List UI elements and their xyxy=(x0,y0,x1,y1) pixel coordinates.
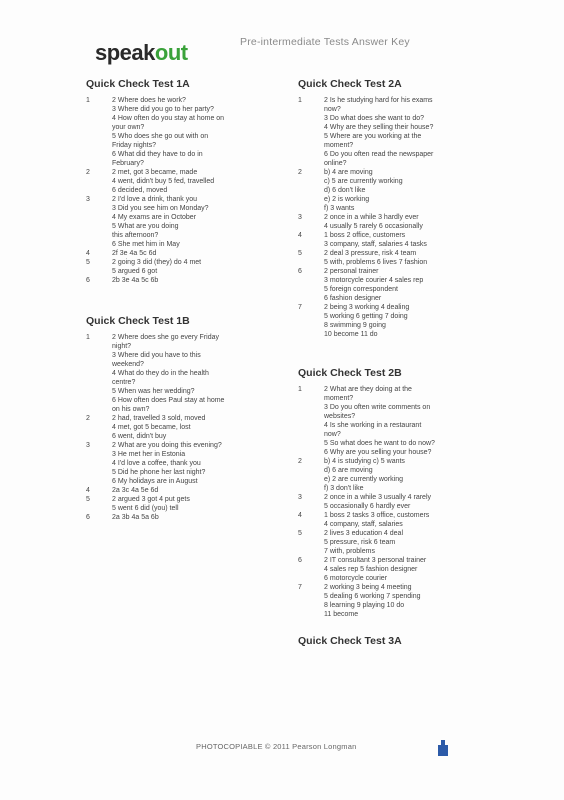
answer-line: e) 2 are currently working xyxy=(324,476,403,483)
exercise-number: 5 xyxy=(86,496,90,503)
answer-line: 3 He met her in Estonia xyxy=(112,451,186,458)
answer-line: 2 IT consultant 3 personal trainer xyxy=(324,557,427,564)
answer-line: 2 I'd love a drink, thank you xyxy=(112,196,197,203)
answer-line: 6 My holidays are in August xyxy=(112,478,198,485)
answer-line: 4 met, got 5 became, lost xyxy=(112,424,191,431)
exercise-number: 3 xyxy=(86,442,90,449)
answer-line: 11 become xyxy=(324,611,359,618)
answer-line: 5 argued 6 got xyxy=(112,268,158,275)
exercise-number: 4 xyxy=(298,512,302,519)
answer-line: b) 4 is studying c) 5 wants xyxy=(324,458,405,465)
exercise-number: 6 xyxy=(86,277,90,284)
exercise-answers xyxy=(86,333,286,414)
answer-line: 6 went, didn't buy xyxy=(112,433,167,440)
answer-line: 2 What are you doing this evening? xyxy=(112,442,222,449)
answer-line: 5 occasionally 6 hardly ever xyxy=(324,503,411,510)
answer-line: 4 usually 5 rarely 6 occasionally xyxy=(324,223,423,230)
answer-line: 2f 3e 4a 5c 6d xyxy=(112,250,157,257)
exercise-answers xyxy=(298,583,498,619)
answer-line: 2 Where does he work? xyxy=(112,97,186,104)
logo-accent: out xyxy=(154,40,188,65)
answer-line: night? xyxy=(112,343,132,350)
answer-line: 5 Where are you working at the xyxy=(324,133,422,140)
answer-line: 6 motorcycle courier xyxy=(324,575,388,582)
exercise-number: 4 xyxy=(86,250,90,257)
answer-line: 5 foreign correspondent xyxy=(324,286,398,293)
answer-line: 2 being 3 working 4 dealing xyxy=(324,304,410,311)
answer-line: now? xyxy=(324,106,341,113)
answer-line: 6 What did they have to do in xyxy=(112,151,203,158)
answer-line: 4 Is she working in a restaurant xyxy=(324,422,422,429)
answer-line: 6 How often does Paul stay at home xyxy=(112,397,225,404)
pearson-logo-icon xyxy=(437,740,449,756)
left-column xyxy=(86,78,286,522)
answer-line: 4 What do they do in the health xyxy=(112,370,209,377)
answer-line: f) 3 wants xyxy=(324,205,355,212)
answer-line: 2 going 3 did (they) do 4 met xyxy=(112,259,202,266)
answer-line: e) 2 is working xyxy=(324,196,370,203)
exercise-answers xyxy=(86,249,286,258)
answer-line: moment? xyxy=(324,395,354,402)
answer-line: 7 with, problems xyxy=(324,548,375,555)
exercise-number: 2 xyxy=(298,169,302,176)
section-title: Quick Check Test 1B xyxy=(86,315,190,327)
exercise-number: 6 xyxy=(298,268,302,275)
test-section xyxy=(86,315,286,522)
answer-line: 5 working 6 getting 7 doing xyxy=(324,313,408,320)
answer-line: 6 decided, moved xyxy=(112,187,168,194)
exercise-number: 3 xyxy=(298,494,302,501)
answer-line: 5 Did he phone her last night? xyxy=(112,469,206,476)
answer-line: 4 company, staff, salaries xyxy=(324,521,403,528)
answer-line: 3 Do you often write comments on xyxy=(324,404,431,411)
exercise-number: 1 xyxy=(86,97,90,104)
exercise-answers xyxy=(298,556,498,583)
exercise-number: 2 xyxy=(86,415,90,422)
exercise-answers xyxy=(86,258,286,276)
answer-line: 3 Where did you go to her party? xyxy=(112,106,214,113)
answer-line: 6 fashion designer xyxy=(324,295,382,302)
answer-line: 2a 3c 4a 5e 6d xyxy=(112,487,159,494)
answer-line: 2 deal 3 pressure, risk 4 team xyxy=(324,250,417,257)
exercise-answers xyxy=(298,385,498,457)
exercise-number: 6 xyxy=(298,557,302,564)
answer-line: 4 sales rep 5 fashion designer xyxy=(324,566,418,573)
answer-line: 4 I'd love a coffee, thank you xyxy=(112,460,201,467)
answer-line: 8 learning 9 playing 10 do xyxy=(324,602,405,609)
exercise-number: 2 xyxy=(86,169,90,176)
answer-line: 5 went 6 did (you) tell xyxy=(112,505,179,512)
section-title: Quick Check Test 1A xyxy=(86,78,190,90)
answer-line: this afternoon? xyxy=(112,232,159,239)
answer-line: 2 Where does she go every Friday xyxy=(112,334,219,341)
answer-line: f) 3 don't like xyxy=(324,485,364,492)
exercise-answers xyxy=(298,213,498,231)
page-title: Pre-intermediate Tests Answer Key xyxy=(240,36,410,48)
exercise-answers xyxy=(298,168,498,213)
answer-line: Friday nights? xyxy=(112,142,156,149)
exercise-answers xyxy=(86,513,286,522)
exercise-answers xyxy=(298,511,498,529)
exercise-answers xyxy=(298,493,498,511)
logo-main: speak xyxy=(95,40,155,65)
answer-line: 5 pressure, risk 6 team xyxy=(324,539,396,546)
answer-line: 3 company, staff, salaries 4 tasks xyxy=(324,241,427,248)
answer-line: 5 Who does she go out with on xyxy=(112,133,209,140)
answer-line: 8 swimming 9 going xyxy=(324,322,386,329)
answer-line: 5 So what does he want to do now? xyxy=(324,440,435,447)
answer-line: d) 6 are moving xyxy=(324,467,373,474)
exercise-answers xyxy=(86,96,286,168)
exercise-number: 2 xyxy=(298,458,302,465)
answer-line: 1 boss 2 tasks 3 office, customers xyxy=(324,512,430,519)
answer-line: 4 Why are they selling their house? xyxy=(324,124,434,131)
section-title: Quick Check Test 2A xyxy=(298,78,402,90)
answer-line: 2 personal trainer xyxy=(324,268,379,275)
exercise-number: 4 xyxy=(298,232,302,239)
answer-line: February? xyxy=(112,160,144,167)
answer-line: d) 6 don't like xyxy=(324,187,366,194)
answer-line: websites? xyxy=(324,413,356,420)
exercise-number: 5 xyxy=(298,530,302,537)
answer-line: 2 working 3 being 4 meeting xyxy=(324,584,412,591)
answer-line: 5 What are you doing xyxy=(112,223,179,230)
exercise-number: 1 xyxy=(298,386,302,393)
exercise-answers xyxy=(298,249,498,267)
exercise-answers xyxy=(298,529,498,556)
answer-line: b) 4 are moving xyxy=(324,169,373,176)
exercise-answers xyxy=(86,441,286,486)
exercise-number: 4 xyxy=(86,487,90,494)
right-column xyxy=(298,78,498,653)
answer-line: 2 once in a while 3 usually 4 rarely xyxy=(324,494,432,501)
answer-line: 6 Why are you selling your house? xyxy=(324,449,432,456)
answer-line: your own? xyxy=(112,124,145,131)
answer-line: 6 Do you often read the newspaper xyxy=(324,151,434,158)
answer-line: online? xyxy=(324,160,347,167)
exercise-answers xyxy=(86,168,286,195)
exercise-answers xyxy=(86,276,286,285)
answer-line: c) 5 are currently working xyxy=(324,178,403,185)
answer-line: 2 once in a while 3 hardly ever xyxy=(324,214,419,221)
answer-line: 2 Is he studying hard for his exams xyxy=(324,97,433,104)
exercise-number: 3 xyxy=(86,196,90,203)
answer-line: 2 met, got 3 became, made xyxy=(112,169,198,176)
exercise-number: 7 xyxy=(298,304,302,311)
footer-copyright: PHOTOCOPIABLE © 2011 Pearson Longman xyxy=(196,742,357,751)
answer-line: 3 Where did you have to this xyxy=(112,352,201,359)
section-title: Quick Check Test 2B xyxy=(298,367,402,379)
answer-line: 2 lives 3 education 4 deal xyxy=(324,530,403,537)
answer-line: 2b 3e 4a 5c 6b xyxy=(112,277,159,284)
answer-line: moment? xyxy=(324,142,354,149)
test-section xyxy=(298,367,498,619)
test-section xyxy=(86,78,286,285)
answer-line: 4 went, didn't buy 5 fed, travelled xyxy=(112,178,215,185)
exercise-answers xyxy=(298,267,498,303)
answer-line: on his own? xyxy=(112,406,150,413)
answer-line: 4 How often do you stay at home on xyxy=(112,115,225,122)
answer-line: 3 Do what does she want to do? xyxy=(324,115,425,122)
answer-line: 2 had, travelled 3 sold, moved xyxy=(112,415,206,422)
exercise-number: 6 xyxy=(86,514,90,521)
exercise-answers xyxy=(86,414,286,441)
section-title: Quick Check Test 3A xyxy=(298,635,402,647)
exercise-answers xyxy=(298,303,498,339)
answer-line: 10 become 11 do xyxy=(324,331,378,338)
exercise-number: 5 xyxy=(298,250,302,257)
answer-line: now? xyxy=(324,431,341,438)
exercise-answers xyxy=(86,195,286,249)
exercise-answers xyxy=(86,495,286,513)
exercise-number: 7 xyxy=(298,584,302,591)
exercise-number: 1 xyxy=(86,334,90,341)
exercise-number: 1 xyxy=(298,97,302,104)
answer-line: 5 dealing 6 working 7 spending xyxy=(324,593,421,600)
exercise-answers xyxy=(298,231,498,249)
exercise-number: 5 xyxy=(86,259,90,266)
answer-line: weekend? xyxy=(112,361,144,368)
answer-line: 5 When was her wedding? xyxy=(112,388,195,395)
answer-line: 6 She met him in May xyxy=(112,241,180,248)
answer-line: centre? xyxy=(112,379,136,386)
exercise-answers xyxy=(298,457,498,493)
answer-line: 2a 3b 4a 5a 6b xyxy=(112,514,159,521)
answer-line: 3 motorcycle courier 4 sales rep xyxy=(324,277,424,284)
exercise-number: 3 xyxy=(298,214,302,221)
answer-line: 2 argued 3 got 4 put gets xyxy=(112,496,190,503)
answer-line: 2 What are they doing at the xyxy=(324,386,412,393)
answer-line: 4 My exams are in October xyxy=(112,214,197,221)
test-section xyxy=(298,78,498,339)
speakout-logo xyxy=(95,40,188,66)
test-section xyxy=(298,635,498,647)
answer-line: 5 with, problems 6 lives 7 fashion xyxy=(324,259,428,266)
exercise-answers xyxy=(86,486,286,495)
exercise-answers xyxy=(298,96,498,168)
answer-line: 1 boss 2 office, customers xyxy=(324,232,406,239)
answer-line: 3 Did you see him on Monday? xyxy=(112,205,209,212)
